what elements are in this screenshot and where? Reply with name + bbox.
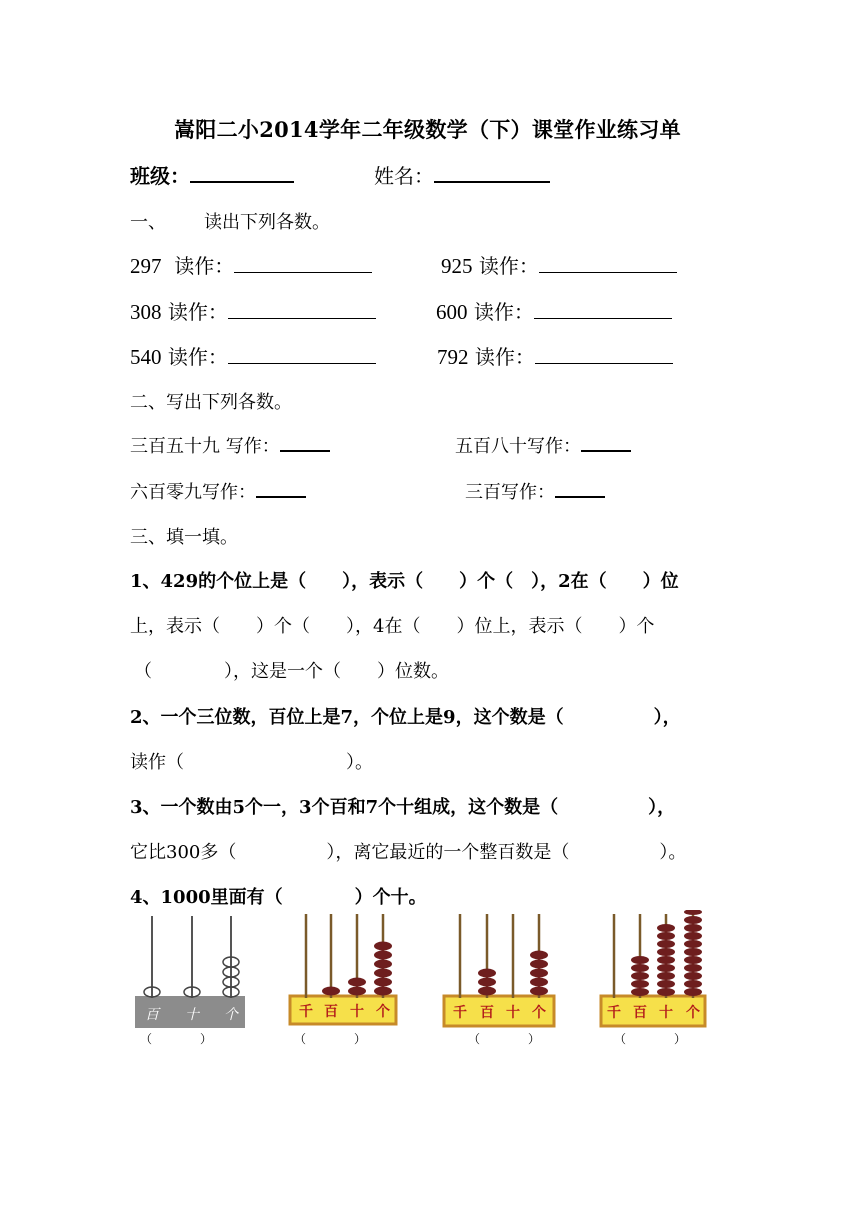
answer-blank[interactable] [534,298,672,319]
abacus-label: 百 [633,1005,647,1021]
abacus-bead [684,956,702,964]
abacus-figures [0,910,860,1060]
name-blank[interactable] [434,161,550,183]
answer-paren-3[interactable]: （ ） [468,1032,541,1046]
abacus-bead [374,942,392,951]
abacus-bead [684,972,702,980]
abacus-bead [530,969,548,978]
write-item: 五百八十写作： [455,432,631,458]
section1-heading [130,208,330,234]
answer-blank[interactable] [234,252,372,273]
read-item: 540 读作： [130,341,376,370]
question-1-line-2: 上，表示（ ）个（ ），4在（ ）位上，表示（ ）个 [130,616,655,637]
abacus-bead [684,988,702,996]
abacus-bead [657,940,675,948]
abacus-bead [348,987,366,996]
abacus-bead [374,951,392,960]
abacus-bead [322,987,340,996]
class-field [130,160,294,189]
abacus-bead [684,932,702,940]
abacus-label: 千 [299,1004,313,1020]
abacus-label: 个 [376,1004,390,1020]
abacus-bead [478,987,496,996]
abacus-label: 百 [324,1004,338,1020]
abacus-bead [631,956,649,964]
abacus-bead [348,978,366,987]
abacus-bead [374,969,392,978]
abacus-label: 个 [532,1005,546,1021]
section1-text: 读出下列各数。 [204,212,330,233]
abacus-bead [684,948,702,956]
abacus-bead [631,980,649,988]
question-2-line-2: 读作（ ）。 [130,752,373,773]
abacus-bead [657,964,675,972]
answer-blank[interactable] [581,432,631,452]
abacus-bead [478,969,496,978]
read-item: 297 读作： [130,250,372,279]
question-1-line-1: 1、429的个位上是（ ），表示（ ）个（ ），2在（ ）位 [130,571,679,592]
read-item: 600 读作： [436,296,672,325]
abacus-bead [684,964,702,972]
abacus-label: 十 [506,1005,520,1021]
answer-blank[interactable] [228,343,376,364]
abacus-bead [374,960,392,969]
section2-heading: 二、写出下列各数。 [130,392,292,413]
name-label: 姓名： [374,164,434,188]
abacus-bead [374,987,392,996]
abacus-1 [135,916,245,1028]
write-item: 三百五十九 写作： [130,432,330,458]
section3-heading: 三、填一填。 [130,527,238,548]
answer-blank[interactable] [535,343,673,364]
question-3-line-1: 3、一个数由5个一，3个百和7个十组成，这个数是（ ）， [130,797,676,818]
abacus-bead [631,988,649,996]
answer-paren-4[interactable]: （ ） [614,1032,687,1046]
abacus-bead [631,964,649,972]
abacus-label: 十 [659,1005,673,1021]
answer-paren-1[interactable]: （ ） [140,1032,213,1046]
abacus-label: 十 [185,1007,199,1023]
abacus-bead [684,980,702,988]
write-item: 六百零九写作： [130,478,306,504]
abacus-bead [657,988,675,996]
abacus-bead [530,951,548,960]
abacus-bead [530,978,548,987]
abacus-bead [657,932,675,940]
abacus-bead [530,960,548,969]
class-label: 班级： [130,164,190,188]
abacus-label: 千 [453,1005,467,1021]
name-field [374,160,550,189]
answer-paren-2[interactable]: （ ） [294,1032,367,1046]
abacus-bead [684,924,702,932]
write-item: 三百写作： [465,478,605,504]
abacus-bead [657,972,675,980]
question-4: 4、1000里面有（ ）个十。 [130,887,427,908]
abacus-label: 十 [350,1004,364,1020]
abacus-bead [530,987,548,996]
abacus-label: 千 [607,1005,621,1021]
abacus-bead [657,980,675,988]
abacus-label: 百 [145,1007,159,1023]
abacus-2 [290,914,396,1024]
answer-blank[interactable] [256,478,306,498]
abacus-label: 个 [686,1005,700,1021]
abacus-3 [444,914,554,1026]
read-item: 308 读作： [130,296,376,325]
answer-blank[interactable] [555,478,605,498]
abacus-bead [684,940,702,948]
class-blank[interactable] [190,161,294,183]
abacus-bead [684,916,702,924]
section1-num: 一、 [130,212,166,233]
question-1-line-3: （ ），这是一个（ ）位数。 [134,661,449,682]
abacus-4 [601,910,705,1026]
abacus-label: 个 [224,1007,238,1023]
abacus-bead [657,924,675,932]
abacus-label: 百 [480,1005,494,1021]
question-2-line-1: 2、一个三位数，百位上是7，个位上是9，这个数是（ ）， [130,707,681,728]
answer-blank[interactable] [228,298,376,319]
abacus-bead [374,978,392,987]
question-3-line-2: 它比300多（ ），离它最近的一个整百数是（ ）。 [130,842,687,863]
abacus-bead [478,978,496,987]
abacus-bead [684,910,702,915]
read-item: 925 读作： [441,250,677,279]
abacus-bead [657,948,675,956]
page-title: 嵩阳二小2014学年二年级数学（下）课堂作业练习单 [174,117,681,142]
answer-blank[interactable] [539,252,677,273]
abacus-bead [631,972,649,980]
read-item: 792 读作： [437,341,673,370]
abacus-bead [657,956,675,964]
answer-blank[interactable] [280,432,330,452]
